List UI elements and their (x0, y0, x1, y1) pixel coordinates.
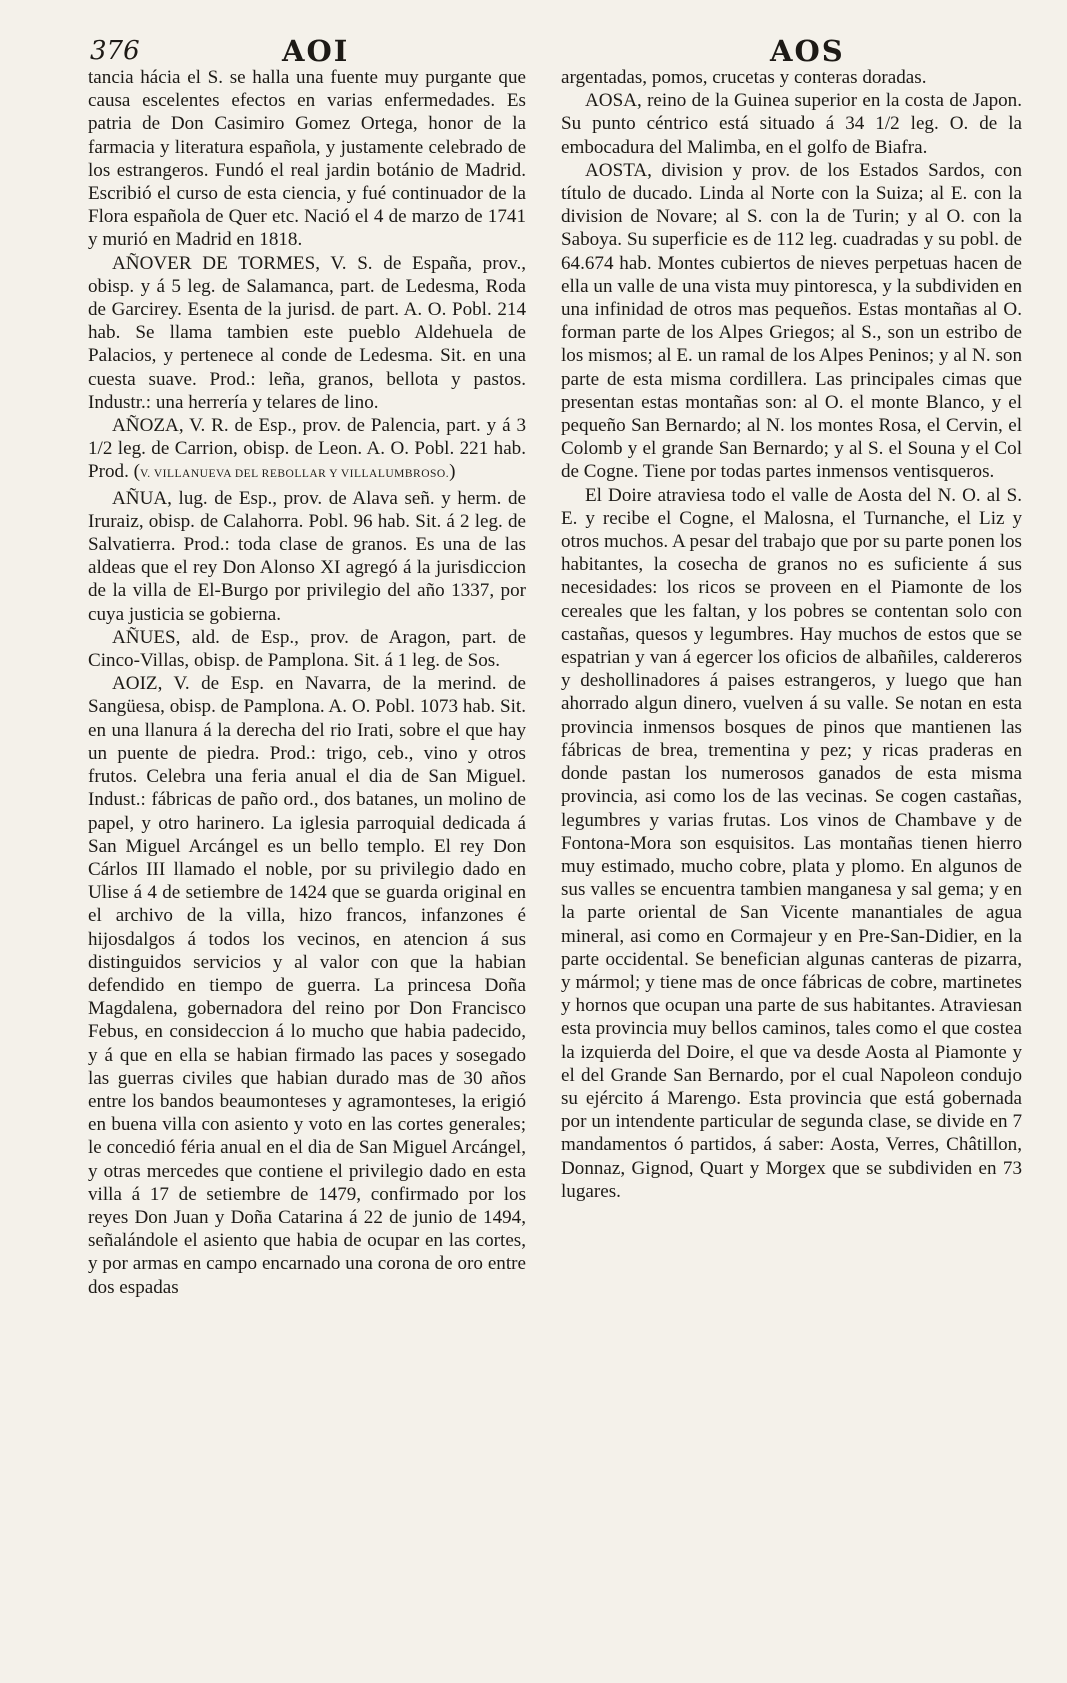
right-running-head: AOS (770, 34, 845, 68)
entry-continuation-right: argentadas, pomos, crucetas y conteras doradas. (561, 67, 927, 88)
left-column (88, 66, 526, 1299)
entry-aosa: AOSA, reino de la Guinea superior en la costa de Japon. Su punto céntrico está situado á 34 1/2 leg. O. de la embocadura del Malimba, en el golfo de Biafra. (561, 90, 1022, 158)
right-column (561, 66, 1022, 1203)
entry-anover-de-tormes: AÑOVER DE TORMES, V. S. de España, prov., obisp. y á 5 leg. de Salamanca, part. de Ledesma, Roda de Garcirey. Esenta de la jurisd. de part. A. O. Pobl. 214 hab. Se llama tambien este pueblo Aldehuela de Palacios, y pertenece al conde de Ledesma. Sit. en una cuesta suave. Prod.: leña, granos, bellota y pastos. Industr.: una herrería y telares de lino. (88, 252, 526, 413)
entry-aosta-doire: El Doire atraviesa todo el valle de Aosta del N. O. al S. E. y recibe el Cogne, el Malosna, el Turnanche, el Liz y otros muchos. A pesar del trabajo que por su parte ponen los habitantes, la cosecha de granos no es suficiente á sus necesidades: los ricos se proveen en el Piamonte de los cereales que les faltan, y los pobres se contentan solo con castañas, quesos y legumbres. Hay muchos de estos que se espatrian y van á egercer los oficios de albañiles, caldereros y deshollinadores á paises estrangeros, y luego que han ahorrado algun dinero, vuelven á su valle. Se notan en esta provincia inmensos bosques de pinos que mantienen las fábricas de brea, trementina y pez; y ricas praderas en donde pastan los numerosos ganados de esta misma provincia, asi como los de las vecinas. Se cogen castañas, legumbres y varias frutas. Los vinos de Chambave y de Fontona-Mora son esquisitos. Las montañas tienen hierro muy estimado, mucho cobre, plata y plomo. En algunos de sus valles se encuentra tambien manganesa y sal gema; y en la parte oriental de San Vicente manantiales de agua mineral, asi como en Cormajeur y en Pre-San-Didier, en la parte occidental. Se benefician algunas canteras de pizarra, y mármol; y tiene mas de once fábricas de cobre, martinetes y hornos que ocupan una parte de sus habitantes. Atraviesan esta provincia muy bellos caminos, tales como el que costea la izquierda del Doire, el que va desde Aosta al Piamonte y el del Grande San Bernardo, por el cual Napoleon condujo su ejército á Marengo. Esta provincia que está gobernada por un intendente particular de segunda clase, se divide en 7 mandamentos ó partidos, á saber: Aosta, Verres, Châtillon, Donnaz, Gignod, Quart y Morgex que se subdividen en 73 lugares. (561, 484, 1022, 1202)
entry-aosta: AOSTA, division y prov. de los Estados Sardos, con título de ducado. Linda al Norte con la Suiza; al E. con la division de Novare; al S. con la de Turin; y al O. con la Saboya. Su superficie es de 112 leg. cuadradas y su pobl. de 64.674 hab. Montes cubiertos de nieves perpetuas hacen de ella un valle de una vista muy pintoresca, y la subdividen en una infinidad de otros mas pequeños. Estas montañas al O. forman parte de los Alpes Griegos; al S., son un estribo de los mismos; al E. un ramal de los Alpes Peninos; y al N. son parte de esta misma cordillera. Las principales cimas que presentan estas montañas son: al O. el monte Blanco, y el pequeño San Bernardo; al N. los montes Rosa, el Cervin, el Colomb y el grande San Bernardo; y al S. el Souna y el Col de Cogne. Tiene por todas partes inmensos ventisqueros. (561, 159, 1022, 483)
entry-anoza-close: ) (449, 461, 456, 483)
entry-aoiz: AOIZ, V. de Esp. en Navarra, de la merind. de Sangüesa, obisp. de Pamplona. A. O. Pobl. 1073 hab. Sit. en una llanura á la derecha del rio Irati, sobre el que hay un puente de piedra. Prod.: trigo, ceb., vino y otros frutos. Celebra una feria anual el dia de San Miguel. Indust.: fábricas de paño ord., dos batanes, un molino de papel, y otro harinero. La iglesia parroquial dedicada á San Miguel Arcángel es un bello templo. El rey Don Cárlos III llamado el noble, por su privilegio dado en Ulise á 4 de setiembre de 1424 que se guarda original en el archivo de la villa, hizo francos, infanzones é hijosdalgos á todos los vecinos, en atencion á sus distinguidos servicios y al valor con que la habian defendido en tiempo de guerra. La princesa Doña Magdalena, gobernadora del reino por Don Francisco Febus, en consideccion á lo mucho que habia padecido, y á que en ella se habian firmado las paces y sosegado las guerras civiles que habian durado mas de 30 años entre los bandos beaumonteses y agramonteses, la erigió en buena villa con asiento y voto en las cortes generales; le concedió féria anual en el dia de San Miguel Arcángel, y otras mercedes que contiene el privilegio dado en esta villa á 17 de setiembre de 1479, confirmado por los reyes Don Juan y Doña Catarina á 22 de junio de 1494, señalándole el asiento que habia de ocupar en las cortes, y por armas en campo encarnado una corona de oro entre dos espadas (88, 673, 526, 1298)
left-running-head: AOI (282, 34, 350, 68)
page-number: 376 (90, 36, 140, 66)
entry-anoza-text: AÑOZA, V. R. de Esp., prov. de Palencia, part. y á 3 1/2 leg. de Carrion, obisp. de Leon. A. O. Pobl. 221 hab. Prod. ( (88, 415, 526, 483)
cross-reference: V. VILLANUEVA DEL REBOLLAR Y VILLALUMBROSO. (139, 468, 450, 481)
entry-anua: AÑUA, lug. de Esp., prov. de Alava señ. y herm. de Iruraiz, obisp. de Calahorra. Pobl. 96 hab. Sit. á 2 leg. de Salvatierra. Prod.: toda clase de granos. Es una de las aldeas que el rey Don Alonso XI agregó á la jurisdiccion de la villa de El-Burgo por privilegio del año 1337, por cuya justicia se gobierna. (88, 487, 526, 625)
entry-continuation: tancia hácia el S. se halla una fuente muy purgante que causa escelentes efectos en varias enfermedades. Es patria de Don Casimiro Gomez Ortega, honor de la farmacia y literatura española, y justamente celebrado de los estrangeros. Fundó el real jardin botánio de Madrid. Escribió el curso de esta ciencia, y fué continuador de la Flora española de Quer etc. Nació el 4 de marzo de 1741 y murió en Madrid en 1818. (88, 67, 526, 251)
entry-anues: AÑUES, ald. de Esp., prov. de Aragon, part. de Cinco-Villas, obisp. de Pamplona. Sit. á 1 leg. de Sos. (88, 626, 526, 672)
entry-anoza (88, 414, 526, 487)
